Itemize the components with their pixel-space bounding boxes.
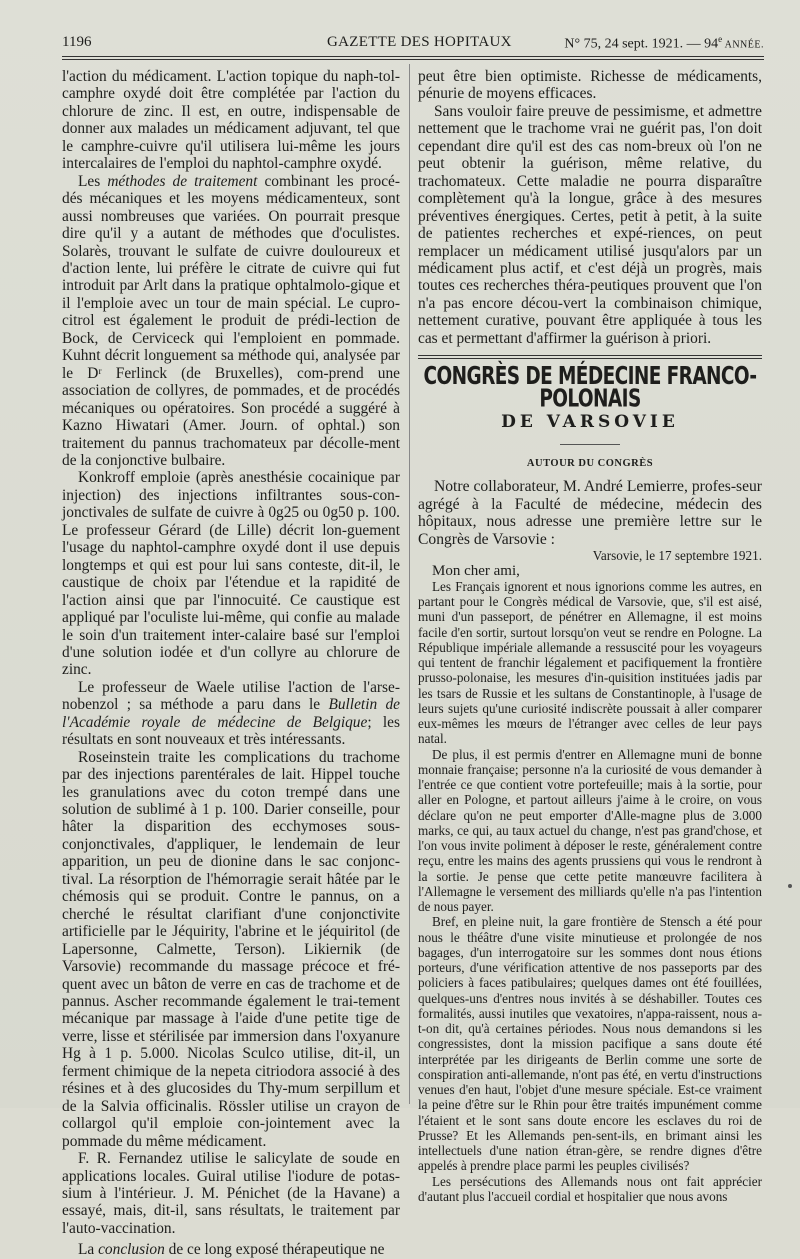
- letter-paragraph: Bref, en pleine nuit, la gare frontière de Stensch a été pour nous le théâtre d'une visite minutieuse et prolongée de nos bagages, d'un interrogatoire sur les sommes dont nous étions porteurs, d'une vérification attentive de nos passeports par des policiers à faces patibulaires; quelques dames ont été fouillées, quelques-uns d'entres nous invités à se déshabiller. Toutes ces formalités, aussi inutiles que vexatoires, n'appa-raissent, nous a-t-on dit, qu'à certaines périodes. Nous nous demandons si les congressistes, dont la mission pacifique a sans doute été interprétée par les dirigeants de Berlin comme une sorte de conspiration anti-allemande, n'ont pas été, en vertu d'instructions venues d'en haut, l'objet d'une mesure spéciale. Est-ce vraiment la peine d'être sur le Rhin pour être traités impunément comme l'étaient et le sont sans doute encore les esclaves du roi de Prusse? Et les Allemands pen-sent-ils, en brimant ainsi les intellectuels d'une nation étran-gère, se rendre dignes d'être appelés à prendre place parmi les peuples civilisés?: [418, 914, 762, 1174]
- letter-dateline: Varsovie, le 17 septembre 1921.: [592, 548, 762, 564]
- congress-title: CONGRÈS DE MÉDECINE FRANCO-POLONAIS: [423, 362, 757, 415]
- issue-superscript: e: [718, 34, 723, 44]
- left-paragraph: F. R. Fernandez utilise le salicylate de soude en applications locales. Guiral utilise l'iodure de potas-sium à l'intérieur. J. M. Pénichet (de la Havane) a essayé, mais, dit-il, sans résultats, le traitement par l'auto-vaccination.: [62, 1150, 400, 1237]
- right-column: [418, 68, 762, 1204]
- letter-paragraph: Les persécutions des Allemands nous ont fait apprécier d'autant plus l'accueil cordial et hospitalier que nous avons: [418, 1173, 762, 1204]
- page-number: 1196: [62, 34, 92, 50]
- emphasis: conclusion: [98, 1241, 165, 1259]
- left-paragraph: La conclusion de ce long exposé thérapeutique ne: [78, 1241, 385, 1259]
- left-paragraph: Les méthodes de traitement combinant les procé-dés mécaniques et les moyens médicamenteux, sont aussi nombreuses que variées. On pourrait presque dire qu'il y a autant de méthodes que d'oculistes. Solarès, trouvant le sulfate de cuivre douloureux et d'action lente, lui préfère le citrate de cuivre qui fut introduit par Arlt dans la pratique ophtalmolo-gique et il l'emploie avec un tour de main spécial. Le cupro-citrol est également le produit de prédi-lection de Bock, de Cerviceck qui l'emploient en pommade. Kuhnt décrit longuement sa méthode qui, analysée par le Dʳ Ferlinck (de Bruxelles), com-prend une association de collyres, de pommades, et de procédés mécaniques ou opératoires. Son procédé a suggéré à Kazno Hiwatari (Amer. Journ. of ophtal.) son traitement du pannus trachomateux par décolle-ment de la conjonctive bulbaire.: [62, 172, 400, 469]
- column-divider: [409, 64, 410, 1104]
- left-paragraph: Roseinstein traite les complications du trachome par des injections parentérales de lait. Hippel touche les granulations avec du coton trempé dans une solution de sublimé à 1 p. 100. Darier conseille, pour hâter la disparition des ecchymoses sous-conjonctivales, d'appliquer, le lendemain de leur apparition, un peu de dionine dans le sac conjonc-tival. La résorption de l'hémorragie serait hâtée par le chémosis qui se produit. Contre le pannus, on a cherché le résultat clarifiant d'une conjonctivite artificielle par le Jéquirity, l'abrine et le jéquiritol (de Lapersonne, Calmette, Terson). Likiernik (de Varsovie) recommande du massage précoce et fré-quent avec un bâton de verre en cas de trachome et de pannus. Ascher recommande également le trai-tement mécanique par massage à l'aide d'une petite tige de verre, lisse et stérilisée par immersion dans l'oxyanure Hg à 1 p. 5.000. Nicolas Sculco utilise, dit-il, un ferment chimique de la nepeta citriodora associé à des résines et à des glucosides du Thy-mum serpillum et de la Salvia officinalis. Rössler utilise un crayon de collargol qu'il emploie con-jointement avec la pommade du même médicament.: [62, 748, 400, 1150]
- left-column: [62, 68, 400, 1259]
- issue-number: N° 75, 24 sept. 1921. — 94: [564, 36, 719, 52]
- issue-year-label: ANNÉE.: [722, 39, 764, 51]
- left-paragraph: Le professeur de Waele utilise l'action de l'arse-nobenzol ; sa méthode a paru dans le Bulletin de l'Académie royale de médecine de Belgique; les résultats en sont nouveaux et très intéressants.: [62, 678, 400, 749]
- left-paragraph: l'action du médicament. L'action topique du naph-tol-camphre oxydé doit être complétée par l'action du chlorure de zinc. Il est, en outre, indispensable de donner aux malades un médicament adjuvant, tel que le camphre-cuivre qu'il utilisera lui-même les jours intercalaires de l'emploi du naphtol-camphre oxydé.: [62, 68, 400, 173]
- section-separator: [418, 355, 762, 359]
- print-speck: [788, 884, 792, 888]
- lead-paragraph: Notre collaborateur, M. André Lemierre, profes-seur agrégé à la Faculté de médecine, médecin des hôpitaux, nous adresse une première lettre sur le Congrès de Varsovie :: [418, 478, 762, 548]
- right-paragraph: peut être bien optimiste. Richesse de médicaments, pénurie de moyens efficaces.: [418, 68, 762, 103]
- header-rule-secondary: [62, 59, 764, 60]
- emphasis: méthodes de traitement: [107, 172, 258, 190]
- letter-paragraph: De plus, il est permis d'entrer en Allemagne muni de bonne monnaie française; personne n'a la curiosité de vous demander à l'entrée ce que contient votre portefeuille; mais à la sortie, pour aller en Pologne, et partout ailleurs j'aime à le croire, on vous déclare qu'on ne peut emporter d'Alle-magne plus de 3.000 marks, ce qui, au taux actuel du change, n'est pas grand'chose, et l'on vous invite poliment à déposer le reste, généralement contre reçu, entre les mains des agents prussiens qui vous le rendront à la sortie. Je pense que cette petite manœuvre facilitera à l'Allemagne le versement des milliards qu'elle n'a pas l'intention de nous payer.: [418, 746, 762, 915]
- emphasis: Bulletin de l'Académie royale de médecine de Belgique: [62, 696, 400, 731]
- short-rule: [560, 444, 620, 445]
- issue-info: [564, 34, 764, 53]
- header-rule: [62, 56, 764, 57]
- letter-salutation: Mon cher ami,: [432, 562, 520, 579]
- left-paragraph: Konkroff emploie (après anesthésie cocainique par injection) des injections infiltrantes sous-con-jonctivales de sulfate de cuivre à 0g25 ou 0g50 p. 100. Le professeur Gérard (de Lille) décrit lon-guement l'usage du naphtol-camphre oxydé dont il use depuis longtemps et qui est pour lui sans conteste, dit-il, le caustique de choix par l'étendue et la rapidité de l'action ainsi que par l'innocuité. Ce caustique est appliqué par l'oculiste lui-même, qui confie au malade le soin d'un traitement inter-calaire basé sur l'emploi d'une solution iodée et d'un collyre au chlorure de zinc.: [62, 469, 400, 679]
- section-heading: AUTOUR DU CONGRÈS: [526, 457, 654, 469]
- journal-title: GAZETTE DES HOPITAUX: [327, 34, 512, 50]
- right-paragraph: Sans vouloir faire preuve de pessimisme, et admettre nettement que le trachome vrai ne guérit pas, l'on doit cependant dire qu'il est des cas nom-breux où l'on ne peut obtenir la guérison, même relative, du trachomateux. Cette maladie ne pourra disparaître complètement qu'à la longue, grâce à des mesures préventives énergiques. Certes, petit à petit, à la suite de patientes recherches et expé-riences, on peut remplacer un médicament utilisé jusqu'alors par un médicament plus actif, et c'est déjà un progrès, mais toutes ces recherches théra-peutiques prouvent que l'on n'a pas encore décou-vert la combinaison chimique, nettement curative, pouvant être appliquée à tous les cas et permettant d'affirmer la guérison à priori.: [418, 102, 762, 347]
- congress-subtitle: DE VARSOVIE: [501, 412, 679, 433]
- letter-paragraph: Les Français ignorent et nous ignorions comme les autres, en partant pour le Congrès médical de Varsovie, que, s'il est aisé, muni d'un passeport, de pénétrer en Allemagne, il est moins facile d'en sortir, surtout lorsqu'on veut se rendre en Pologne. La République impériale allemande a ressuscité pour les voyageurs qui tentent de franchir légalement et pacifiquement la frontière prusso-polonaise, les mesures d'in-quisition instituées jadis par les tsars de Russie et les sultans de Constantinople, à l'usage de leurs sujets qu'une curiosité indiscrète poussait à aller comparer eux-mêmes les mœurs de l'étranger avec celles de leur pays natal.: [418, 578, 762, 747]
- letter: [418, 548, 762, 1204]
